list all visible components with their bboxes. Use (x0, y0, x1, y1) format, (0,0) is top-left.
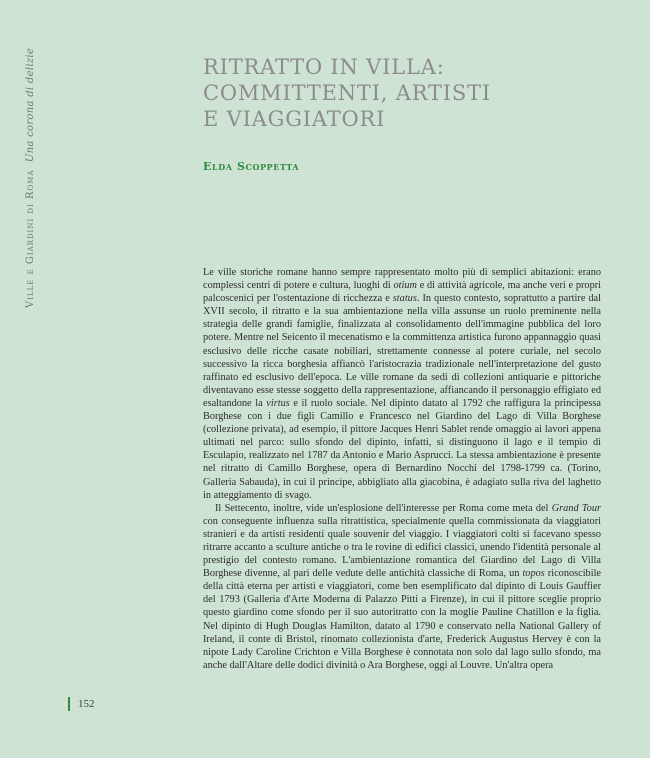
running-header-subtitle: Una corona di delizie (25, 47, 36, 163)
author-name: Elda Scoppetta (203, 160, 300, 173)
body-text (203, 266, 601, 672)
chapter-title-line-1: RITRATTO IN VILLA: (203, 55, 445, 79)
page-number (68, 697, 95, 711)
page-number-bar (68, 697, 70, 711)
running-header (21, 47, 41, 308)
page-number-value: 152 (78, 698, 95, 710)
running-header-series: Ville e Giardini di Roma (25, 169, 36, 308)
chapter-title-line-3: E VIAGGIATORI (203, 107, 386, 131)
paragraph-1: Le ville storiche romane hanno sempre rappresentato molto più di semplici abitazioni: erano complessi centri di potere e cultura, luoghi di otium e di attività agricole, ma anche veri e propri palcoscenici per l'ostentazione di ricchezza e status. In questo contesto, soprattutto a partire dal XVII secolo, il ritratto e la sua ambientazione nella villa assunse un ruolo preminente nella strategia delle grandi famiglie, finalizzata al consolidamento dell'immagine pubblica del loro potere. Mentre nel Seicento il mecenatismo e la committenza artistica furono appannaggio quasi esclusivo delle ricche casate nobiliari, strettamente connesse al potere curiale, nel secolo successivo la ricca borghesia affiancò l'aristocrazia tradizionale nell'interpretazione del gusto raffinato ed esclusivo dell'epoca. Le ville romane da sedi di collezioni antiquarie e pittoriche diventavano esse stesse soggetto della rappresentazione, affiancando il personaggio effigiato ed esaltandone la virtus e il ruolo sociale. Nel dipinto datato al 1792 che raffigura la principessa Borghese con i due figli Camillo e Francesco nel Giardino del Lago di Villa Borghese (collezione privata), ad esempio, il pittore Jacques Henri Sablet rende omaggio ai lavori appena ultimati nel parco: sullo sfondo del dipinto, infatti, si distinguono il lago e il tempio di Esculapio, realizzato nel 1787 da Antonio e Mario Asprucci. La stessa ambientazione è presente nel ritratto di Camillo Borghese, opera di Bernardino Nocchi del 1798-1799 ca. (Torino, Galleria Sabauda), in cui il principe, abbigliato alla giacobina, è adagiato sulla riva del laghetto in atteggiamento di svago. (203, 267, 602, 501)
chapter-title-line-2: COMMITTENTI, ARTISTI (203, 81, 491, 105)
paragraph-2: Il Settecento, inoltre, vide un'esplosione dell'interesse per Roma come meta del Grand Tour con conseguente influenza sulla ritrattistica, specialmente quella commissionata da viaggiatori stranieri e da artisti residenti quale souvenir del viaggio. I viaggiatori colti si facevano spesso ritrarre accanto a sculture antiche o tra le rovine di edifici classici, unendo l'identità personale al prestigio del contesto romano. L'ambientazione romantica del Giardino del Lago di Villa Borghese divenne, al pari delle vedute delle antichità classiche di Roma, un topos riconoscibile della città eterna per artisti e viaggiatori, come ben esemplificato dal dipinto di Louis Gauffier del 1793 (Galleria d'Arte Moderna di Palazzo Pitti a Firenze), in cui il pittore sceglie proprio questo giardino come sfondo per il suo autoritratto con la moglie Pauline Chatillon e la figlia. Nel dipinto di Hugh Douglas Hamilton, datato al 1790 e conservato nella National Gallery of Ireland, il conte di Bristol, rinomato collezionista d'arte, Frederick Augustus Hervey è con la nipote Lady Caroline Crichton e Villa Borghese è connotata non solo dal lago sullo sfondo, ma anche dall'Altare delle dodici divinità o Ara Borghese, oggi al Louvre. Un'altra opera (203, 502, 601, 671)
chapter-title (203, 54, 623, 132)
